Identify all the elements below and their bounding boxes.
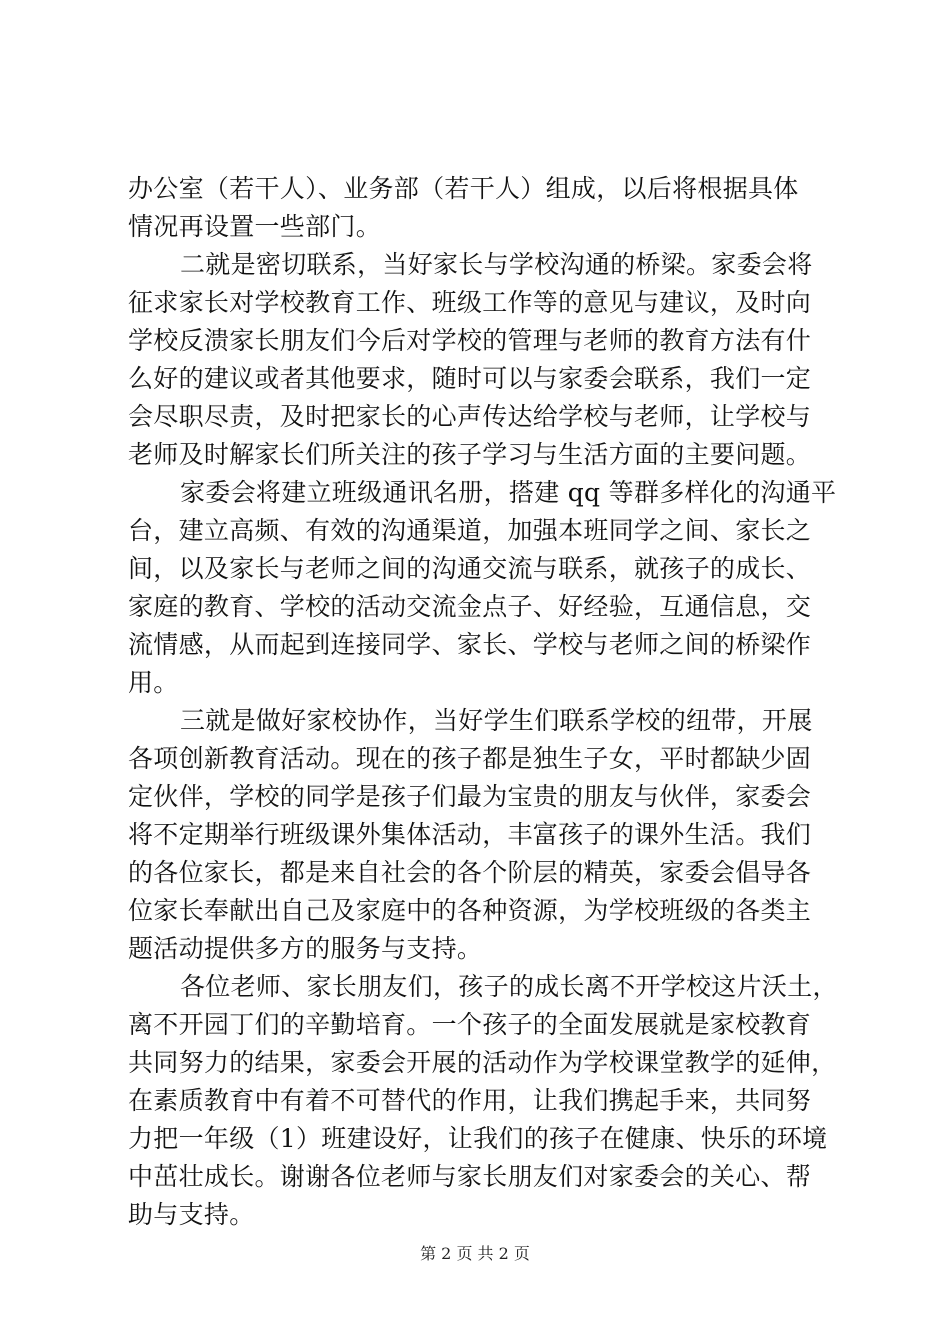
paragraph-first-line: 各位老师、家长朋友们，孩子的成长离不开学校这片沃土， [180,972,838,1001]
paragraph-line: 台，建立高频、有效的沟通渠道，加强本班同学之间、家长之 [128,516,812,545]
paragraph-line: 在素质教育中有着不可替代的作用，让我们携起手来，共同努 [128,1086,812,1115]
paragraph-line: 中茁壮成长。谢谢各位老师与家长朋友们对家委会的关心、帮 [128,1162,812,1191]
paragraph-first-line: 三就是做好家校协作，当好学生们联系学校的纽带，开展 [180,706,813,735]
paragraph-line: 用。 [128,668,179,697]
paragraph-line: 题活动提供多方的服务与支持。 [128,934,483,963]
paragraph-line: 流情感，从而起到连接同学、家长、学校与老师之间的桥梁作 [128,630,812,659]
document-body [128,170,838,1234]
paragraph-line: 助与支持。 [128,1200,255,1229]
paragraph-first-line: 二就是密切联系，当好家长与学校沟通的桥梁。家委会将 [180,250,813,279]
paragraph-line: 离不开园丁们的辛勤培育。一个孩子的全面发展就是家校教育 [128,1010,812,1039]
paragraph-line: 共同努力的结果，家委会开展的活动作为学校课堂教学的延伸， [128,1048,837,1077]
paragraph-line: 力把一年级（1）班建设好，让我们的孩子在健康、快乐的环境 [128,1124,828,1153]
paragraph-line: 征求家长对学校教育工作、班级工作等的意见与建议，及时向 [128,288,812,317]
paragraph-first-line: 家委会将建立班级通讯名册，搭建 qq 等群多样化的沟通平 [180,478,837,507]
page-number-footer: 第 2 页 共 2 页 [420,1244,530,1263]
paragraph-line: 老师及时解家长们所关注的孩子学习与生活方面的主要问题。 [128,440,812,469]
paragraph-line: 办公室（若干人）、业务部（若干人）组成，以后将根据具体 [128,174,799,203]
paragraph-line: 会尽职尽责，及时把家长的心声传达给学校与老师，让学校与 [128,402,812,431]
paragraph-line: 各项创新教育活动。现在的孩子都是独生子女，平时都缺少固 [128,744,812,773]
paragraph-line: 么好的建议或者其他要求，随时可以与家委会联系，我们一定 [128,364,812,393]
paragraph-line: 学校反溃家长朋友们今后对学校的管理与老师的教育方法有什 [128,326,812,355]
paragraph-line: 定伙伴，学校的同学是孩子们最为宝贵的朋友与伙伴，家委会 [128,782,812,811]
paragraph-line: 将不定期举行班级课外集体活动，丰富孩子的课外生活。我们 [128,820,812,849]
paragraph-line: 的各位家长，都是来自社会的各个阶层的精英，家委会倡导各 [128,858,812,887]
paragraph-line: 位家长奉献出自己及家庭中的各种资源，为学校班级的各类主 [128,896,812,925]
paragraph-line: 家庭的教育、学校的活动交流金点子、好经验，互通信息，交 [128,592,812,621]
paragraph-line: 情况再设置一些部门。 [128,212,382,241]
paragraph-line: 间，以及家长与老师之间的沟通交流与联系，就孩子的成长、 [128,554,812,583]
